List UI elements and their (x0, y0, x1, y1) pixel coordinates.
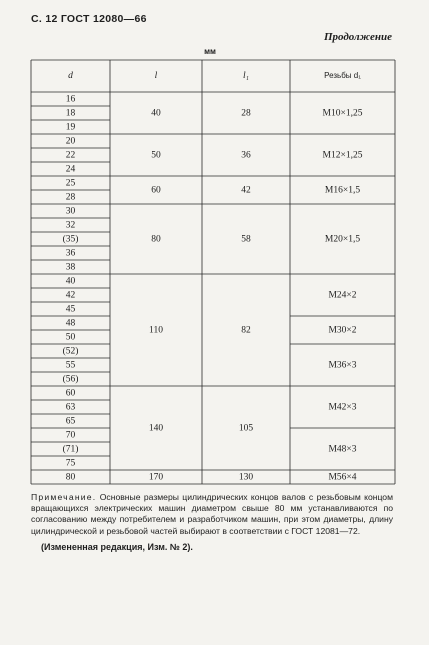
d-cell: 20 (65, 136, 76, 147)
l1-cell: 28 (241, 108, 251, 119)
d-cell: 24 (65, 164, 76, 175)
d-cell: 16 (65, 94, 76, 105)
d-cell: 30 (65, 206, 76, 217)
l1-cell: 36 (241, 150, 251, 161)
column-header: l (154, 71, 158, 82)
d-cell: 42 (65, 290, 76, 301)
d-cell: 70 (65, 430, 76, 441)
note-text: Основные размеры цилиндрических концов валов с резьбовым концом вращающихся электрических машин диаметром свыше 80 мм устанавливаются по согласованию между потребителем и разработчиком машин, при этом диаметры, длину цилиндрической и резьбовой частей выбирают в соответствии с ГОСТ 12081—72. (31, 492, 393, 536)
l-cell: 80 (151, 234, 161, 245)
d-cell: 28 (65, 192, 76, 203)
d-cell: 19 (65, 122, 76, 133)
thread-cell: M36×3 (328, 360, 357, 371)
d-cell: 40 (65, 276, 76, 287)
column-header: d (68, 71, 73, 82)
thread-cell: M10×1,25 (322, 108, 363, 119)
unit-label: мм (204, 47, 216, 56)
page-header-left: С. 12 ГОСТ 12080—66 (31, 13, 147, 25)
l-cell: 110 (149, 325, 163, 336)
l-cell: 140 (148, 423, 164, 434)
d-cell: 48 (65, 318, 76, 329)
note-title: Примечание. (31, 492, 97, 502)
thread-cell: M48×3 (328, 444, 357, 455)
d-cell: (56) (62, 374, 79, 385)
d-cell: 32 (65, 220, 76, 231)
thread-cell: M12×1,25 (322, 150, 363, 161)
l-cell: 50 (151, 150, 161, 161)
d-cell: 55 (65, 360, 76, 371)
column-header: l₁ (243, 71, 249, 82)
d-cell: 80 (65, 472, 76, 483)
l1-cell: 82 (241, 325, 251, 336)
l-cell: 60 (151, 185, 161, 196)
thread-cell: M16×1,5 (324, 185, 361, 196)
d-cell: 22 (65, 150, 76, 161)
d-cell: 60 (65, 388, 76, 399)
l-cell: 40 (151, 108, 161, 119)
l1-cell: 42 (241, 185, 251, 196)
d-cell: (71) (62, 444, 79, 455)
d-cell: (52) (62, 346, 79, 357)
page-header-continuation: Продолжение (323, 31, 392, 43)
thread-cell: M30×2 (328, 325, 357, 336)
column-header: Резьбы d₁ (324, 71, 361, 81)
thread-cell: M24×2 (328, 290, 357, 301)
d-cell: (35) (62, 234, 79, 245)
l1-cell: 58 (241, 234, 251, 245)
d-cell: 65 (65, 416, 76, 427)
d-cell: 63 (65, 402, 76, 413)
d-cell: 75 (65, 458, 76, 469)
thread-cell: M20×1,5 (324, 234, 361, 245)
l-cell: 170 (148, 472, 164, 483)
l1-cell: 130 (238, 472, 254, 483)
thread-cell: M56×4 (328, 472, 357, 483)
thread-cell: M42×3 (328, 402, 357, 413)
d-cell: 18 (65, 108, 76, 119)
d-cell: 36 (65, 248, 76, 259)
note-paragraph (31, 492, 393, 537)
amendment-note: (Измененная редакция, Изм. № 2). (41, 542, 193, 552)
d-cell: 50 (65, 332, 76, 343)
d-cell: 38 (65, 262, 76, 273)
l1-cell: 105 (238, 423, 254, 434)
d-cell: 45 (65, 304, 76, 315)
d-cell: 25 (65, 178, 76, 189)
